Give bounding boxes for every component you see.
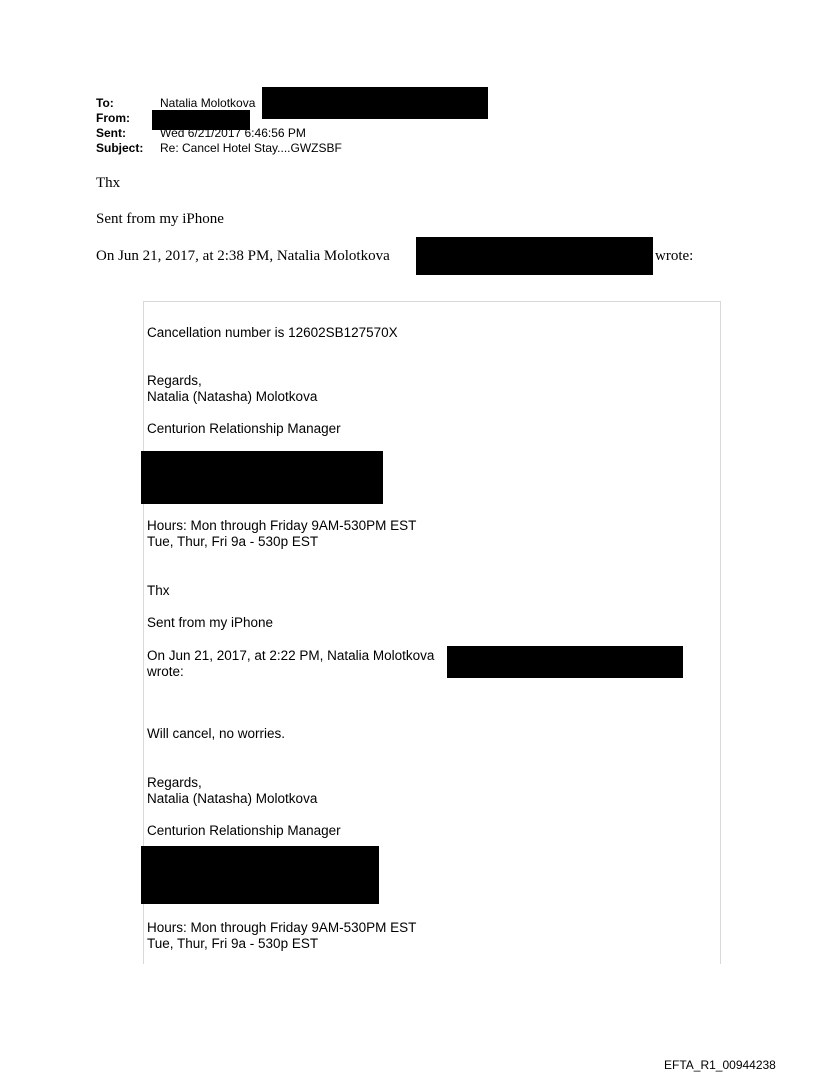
nested-signature: Sent from my iPhone: [147, 615, 274, 630]
regards: Regards,: [147, 373, 202, 388]
hours-line-1: Hours: Mon through Friday 9AM-530PM EST: [147, 518, 417, 533]
nested-quote-intro-suffix: wrote:: [147, 664, 184, 679]
document-id: EFTA_R1_00944238: [664, 1058, 776, 1072]
redaction-block: [262, 87, 488, 119]
hours-line-2: Tue, Thur, Fri 9a - 530p EST: [147, 534, 319, 549]
reply-signature: Sent from my iPhone: [96, 211, 224, 227]
sender-title: Centurion Relationship Manager: [147, 421, 341, 436]
regards: Regards,: [147, 775, 202, 790]
quote-intro-prefix: On Jun 21, 2017, at 2:38 PM, Natalia Molotkova: [96, 248, 390, 264]
redaction-block: [141, 846, 379, 904]
hours-line-2: Tue, Thur, Fri 9a - 530p EST: [147, 936, 319, 951]
subject-label: Subject:: [96, 141, 144, 155]
hours-line-1: Hours: Mon through Friday 9AM-530PM EST: [147, 920, 417, 935]
subject-value: Re: Cancel Hotel Stay....GWZSBF: [160, 141, 342, 155]
cancellation-number: Cancellation number is 12602SB127570X: [147, 325, 398, 340]
to-label: To:: [96, 96, 114, 110]
quote-intro-suffix: wrote:: [655, 248, 694, 264]
to-value: Natalia Molotkova: [160, 96, 256, 110]
message-text: Will cancel, no worries.: [147, 726, 286, 741]
sender-name: Natalia (Natasha) Molotkova: [147, 791, 318, 806]
sender-title: Centurion Relationship Manager: [147, 823, 341, 838]
sent-value: Wed 6/21/2017 6:46:56 PM: [160, 126, 306, 140]
nested-thx: Thx: [147, 583, 170, 598]
from-label: From:: [96, 111, 130, 125]
sender-name: Natalia (Natasha) Molotkova: [147, 389, 318, 404]
redaction-block: [416, 237, 653, 275]
reply-thx: Thx: [96, 175, 121, 191]
redaction-block: [141, 451, 383, 504]
sent-label: Sent:: [96, 126, 126, 140]
nested-quote-intro-prefix: On Jun 21, 2017, at 2:22 PM, Natalia Molotkova: [147, 648, 435, 663]
redaction-block: [447, 646, 683, 678]
